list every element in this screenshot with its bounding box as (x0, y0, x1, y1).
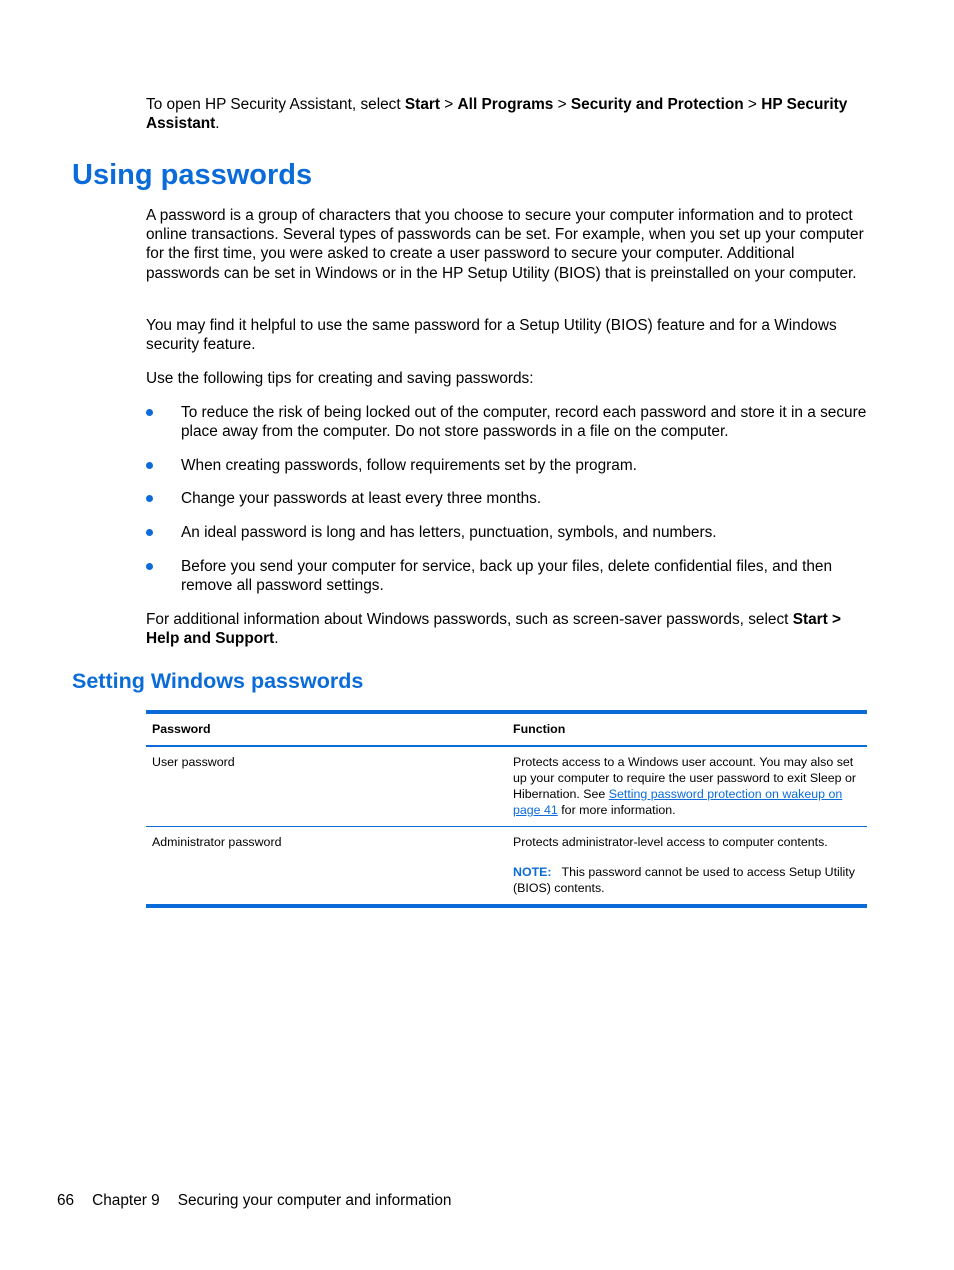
bullet-icon (146, 462, 153, 469)
cell-function: Protects administrator-level access to computer contents. NOTE: This password cannot be used to access Setup Utility (BIOS) contents. (507, 827, 867, 907)
bullet-icon (146, 409, 153, 416)
cell-password-type: User password (152, 755, 235, 769)
link-setting-password-protection[interactable]: Setting password protection on wakeup on page 41 (513, 787, 843, 817)
paragraph-additional-info: For additional information about Windows passwords, such as screen-saver passwords, select Start > Help and Support. (146, 611, 842, 648)
note: NOTE: This password cannot be used to access Setup Utility (BIOS) contents. (513, 865, 855, 895)
passwords-table (146, 710, 867, 908)
page-footer (57, 1191, 469, 1211)
menu-all-programs: All Programs (457, 96, 554, 113)
intro-paragraph: To open HP Security Assistant, select Start > All Programs > Security and Protection > HP Security Assistant. (146, 96, 848, 133)
table-row (146, 827, 867, 907)
column-header-password: Password (152, 722, 211, 736)
menu-start: Start (404, 96, 440, 113)
menu-help-support: Start > Help and Support (146, 611, 842, 648)
cell-password-type: Administrator password (152, 835, 282, 849)
menu-security-protection: Security and Protection (570, 96, 744, 113)
chapter-title: Securing your computer and information (177, 1192, 452, 1209)
bullet-icon (146, 563, 153, 570)
heading-setting-windows-passwords: Setting Windows passwords (72, 669, 364, 693)
bullet-icon (146, 495, 153, 502)
paragraph-password-definition: A password is a group of characters that you choose to secure your computer information and to protect online transactions. Several types of passwords can be set. For example, when you set up your computer for the first time, you were asked to create a user password to secure your computer. Additional passwords can be set in Windows or in the HP Setup Utility (BIOS) that is preinstalled on your computer. (146, 207, 864, 282)
heading-using-passwords: Using passwords (72, 159, 313, 191)
paragraph-tips-intro: Use the following tips for creating and saving passwords: (146, 370, 534, 387)
chapter-label: Chapter 9 (92, 1192, 160, 1209)
note-label: NOTE: (513, 865, 552, 879)
column-header-function: Function (513, 722, 566, 736)
bullet-icon (146, 529, 153, 536)
table-row (146, 746, 867, 827)
cell-function: Protects access to a Windows user account. You may also set up your computer to require the user password to exit Sleep or Hibernation. See Setting password protection on wakeup on page 41 for more information. (513, 755, 856, 817)
menu-hp-security-assistant: HP Security Assistant (146, 96, 848, 133)
paragraph-same-password: You may find it helpful to use the same password for a Setup Utility (BIOS) feature and for a Windows security feature. (146, 317, 837, 354)
page-number: 66 (57, 1192, 75, 1209)
table-header-row (146, 712, 867, 746)
